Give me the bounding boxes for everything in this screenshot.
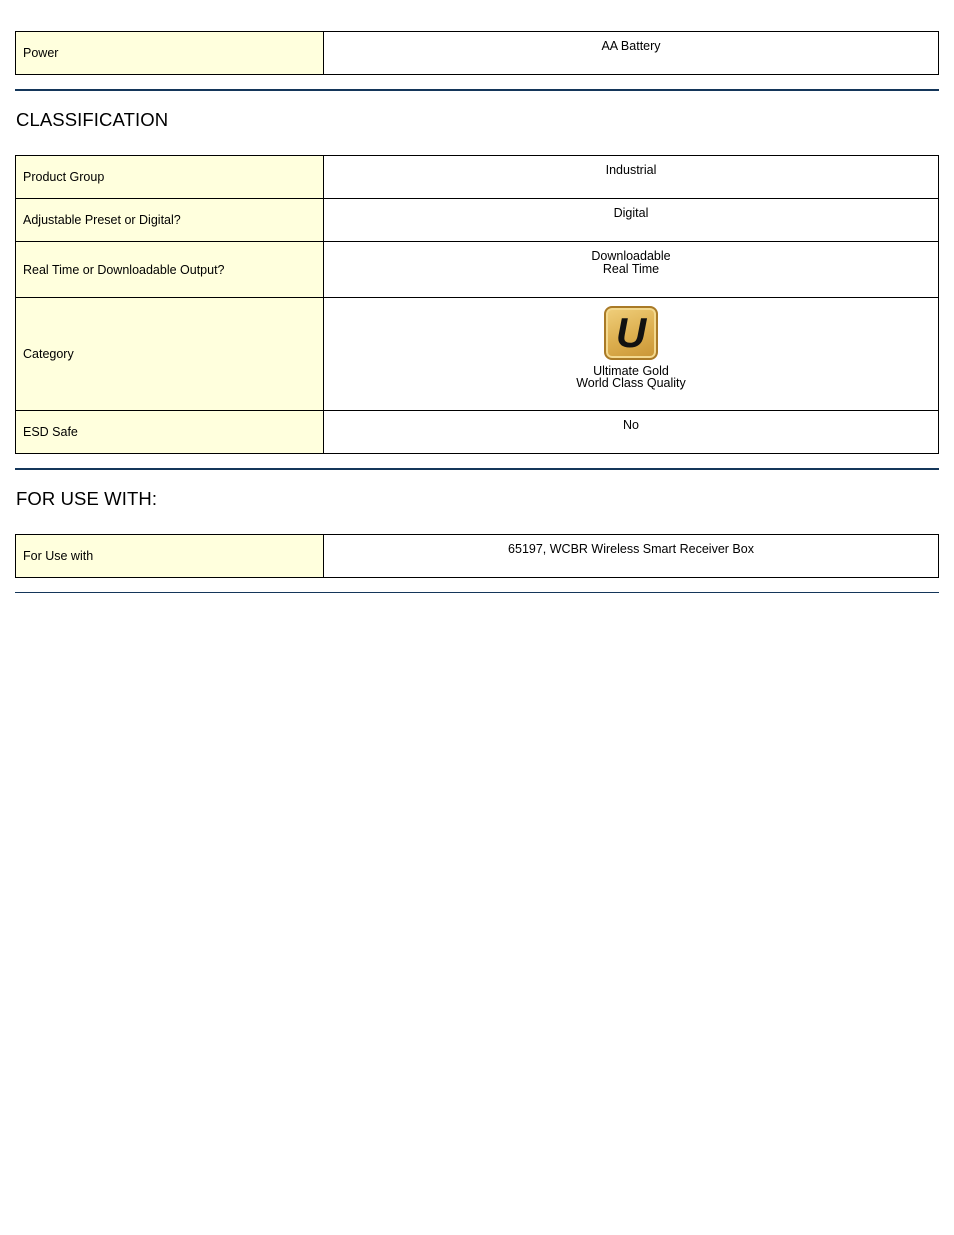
badge-letter: U — [615, 309, 647, 356]
table-row — [16, 411, 939, 454]
for-use-with-table — [15, 534, 939, 578]
esd-safe-value: No — [324, 411, 939, 454]
table-row — [16, 298, 939, 411]
category-label: Category — [16, 298, 324, 411]
product-group-value: Industrial — [324, 156, 939, 199]
table-row — [16, 156, 939, 199]
classification-table — [15, 155, 939, 454]
output-value — [324, 242, 939, 298]
power-table — [15, 31, 939, 75]
ultimate-gold-badge-icon — [604, 306, 658, 360]
product-group-label: Product Group — [16, 156, 324, 199]
for-use-with-value: 65197, WCBR Wireless Smart Receiver Box — [324, 535, 939, 578]
adjustable-value: Digital — [324, 199, 939, 242]
for-use-with-heading: FOR USE WITH: — [16, 488, 158, 509]
power-label: Power — [16, 32, 324, 75]
section-divider — [15, 89, 939, 91]
section-divider — [15, 592, 939, 593]
output-value-line: Real Time — [602, 262, 660, 276]
output-label: Real Time or Downloadable Output? — [16, 242, 324, 298]
power-value: AA Battery — [324, 32, 939, 75]
table-row — [16, 199, 939, 242]
section-divider — [15, 468, 939, 470]
table-row — [16, 242, 939, 298]
table-row — [16, 32, 939, 75]
adjustable-label: Adjustable Preset or Digital? — [16, 199, 324, 242]
esd-safe-label: ESD Safe — [16, 411, 324, 454]
category-value-line: World Class Quality — [576, 376, 686, 390]
category-value — [324, 298, 939, 411]
classification-heading: CLASSIFICATION — [16, 109, 169, 130]
output-value-line: Downloadable — [591, 249, 671, 263]
category-value-line: Ultimate Gold — [593, 364, 669, 378]
for-use-with-label: For Use with — [16, 535, 324, 578]
table-row — [16, 535, 939, 578]
